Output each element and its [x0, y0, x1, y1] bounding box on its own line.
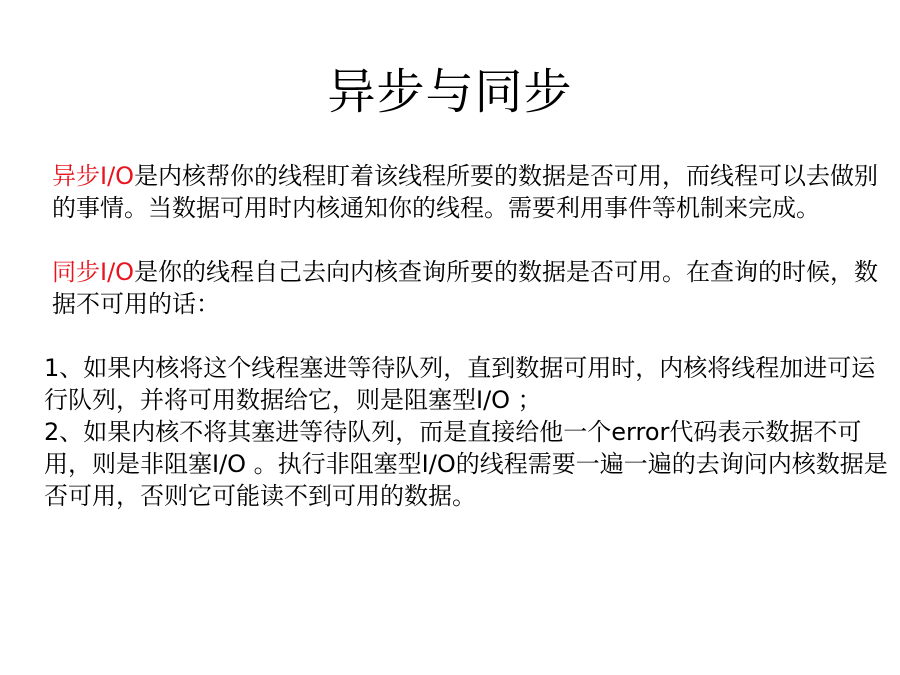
async-paragraph: [44, 160, 889, 224]
sync-term: 同步I/O: [52, 258, 135, 286]
sync-paragraph: [44, 256, 889, 320]
slide-body: [44, 160, 889, 512]
sync-text: 是你的线程自己去向内核查询所要的数据是否可用。在查询的时候，数据不可用的话：: [52, 258, 879, 318]
paragraph-spacer: [44, 320, 889, 352]
list-item-nonblocking: 2、如果内核不将其塞进等待队列，而是直接给他一个error代码表示数据不可用，则是非阻塞I/O 。执行非阻塞型I/O的线程需要一遍一遍的去询问内核数据是否可用，否则它可能读不到可用的数据。: [44, 418, 888, 510]
paragraph-spacer: [44, 224, 889, 256]
list-item-blocking: 1、如果内核将这个线程塞进等待队列，直到数据可用时，内核将线程加进可运行队列，并将可用数据给它，则是阻塞型I/O ；: [44, 354, 876, 414]
async-term: 异步I/O: [52, 162, 135, 190]
slide-title: 异步与同步: [327, 64, 573, 120]
async-text: 是内核帮你的线程盯着该线程所要的数据是否可用，而线程可以去做别的事情。当数据可用时内核通知你的线程。需要利用事件等机制来完成。: [52, 162, 879, 222]
